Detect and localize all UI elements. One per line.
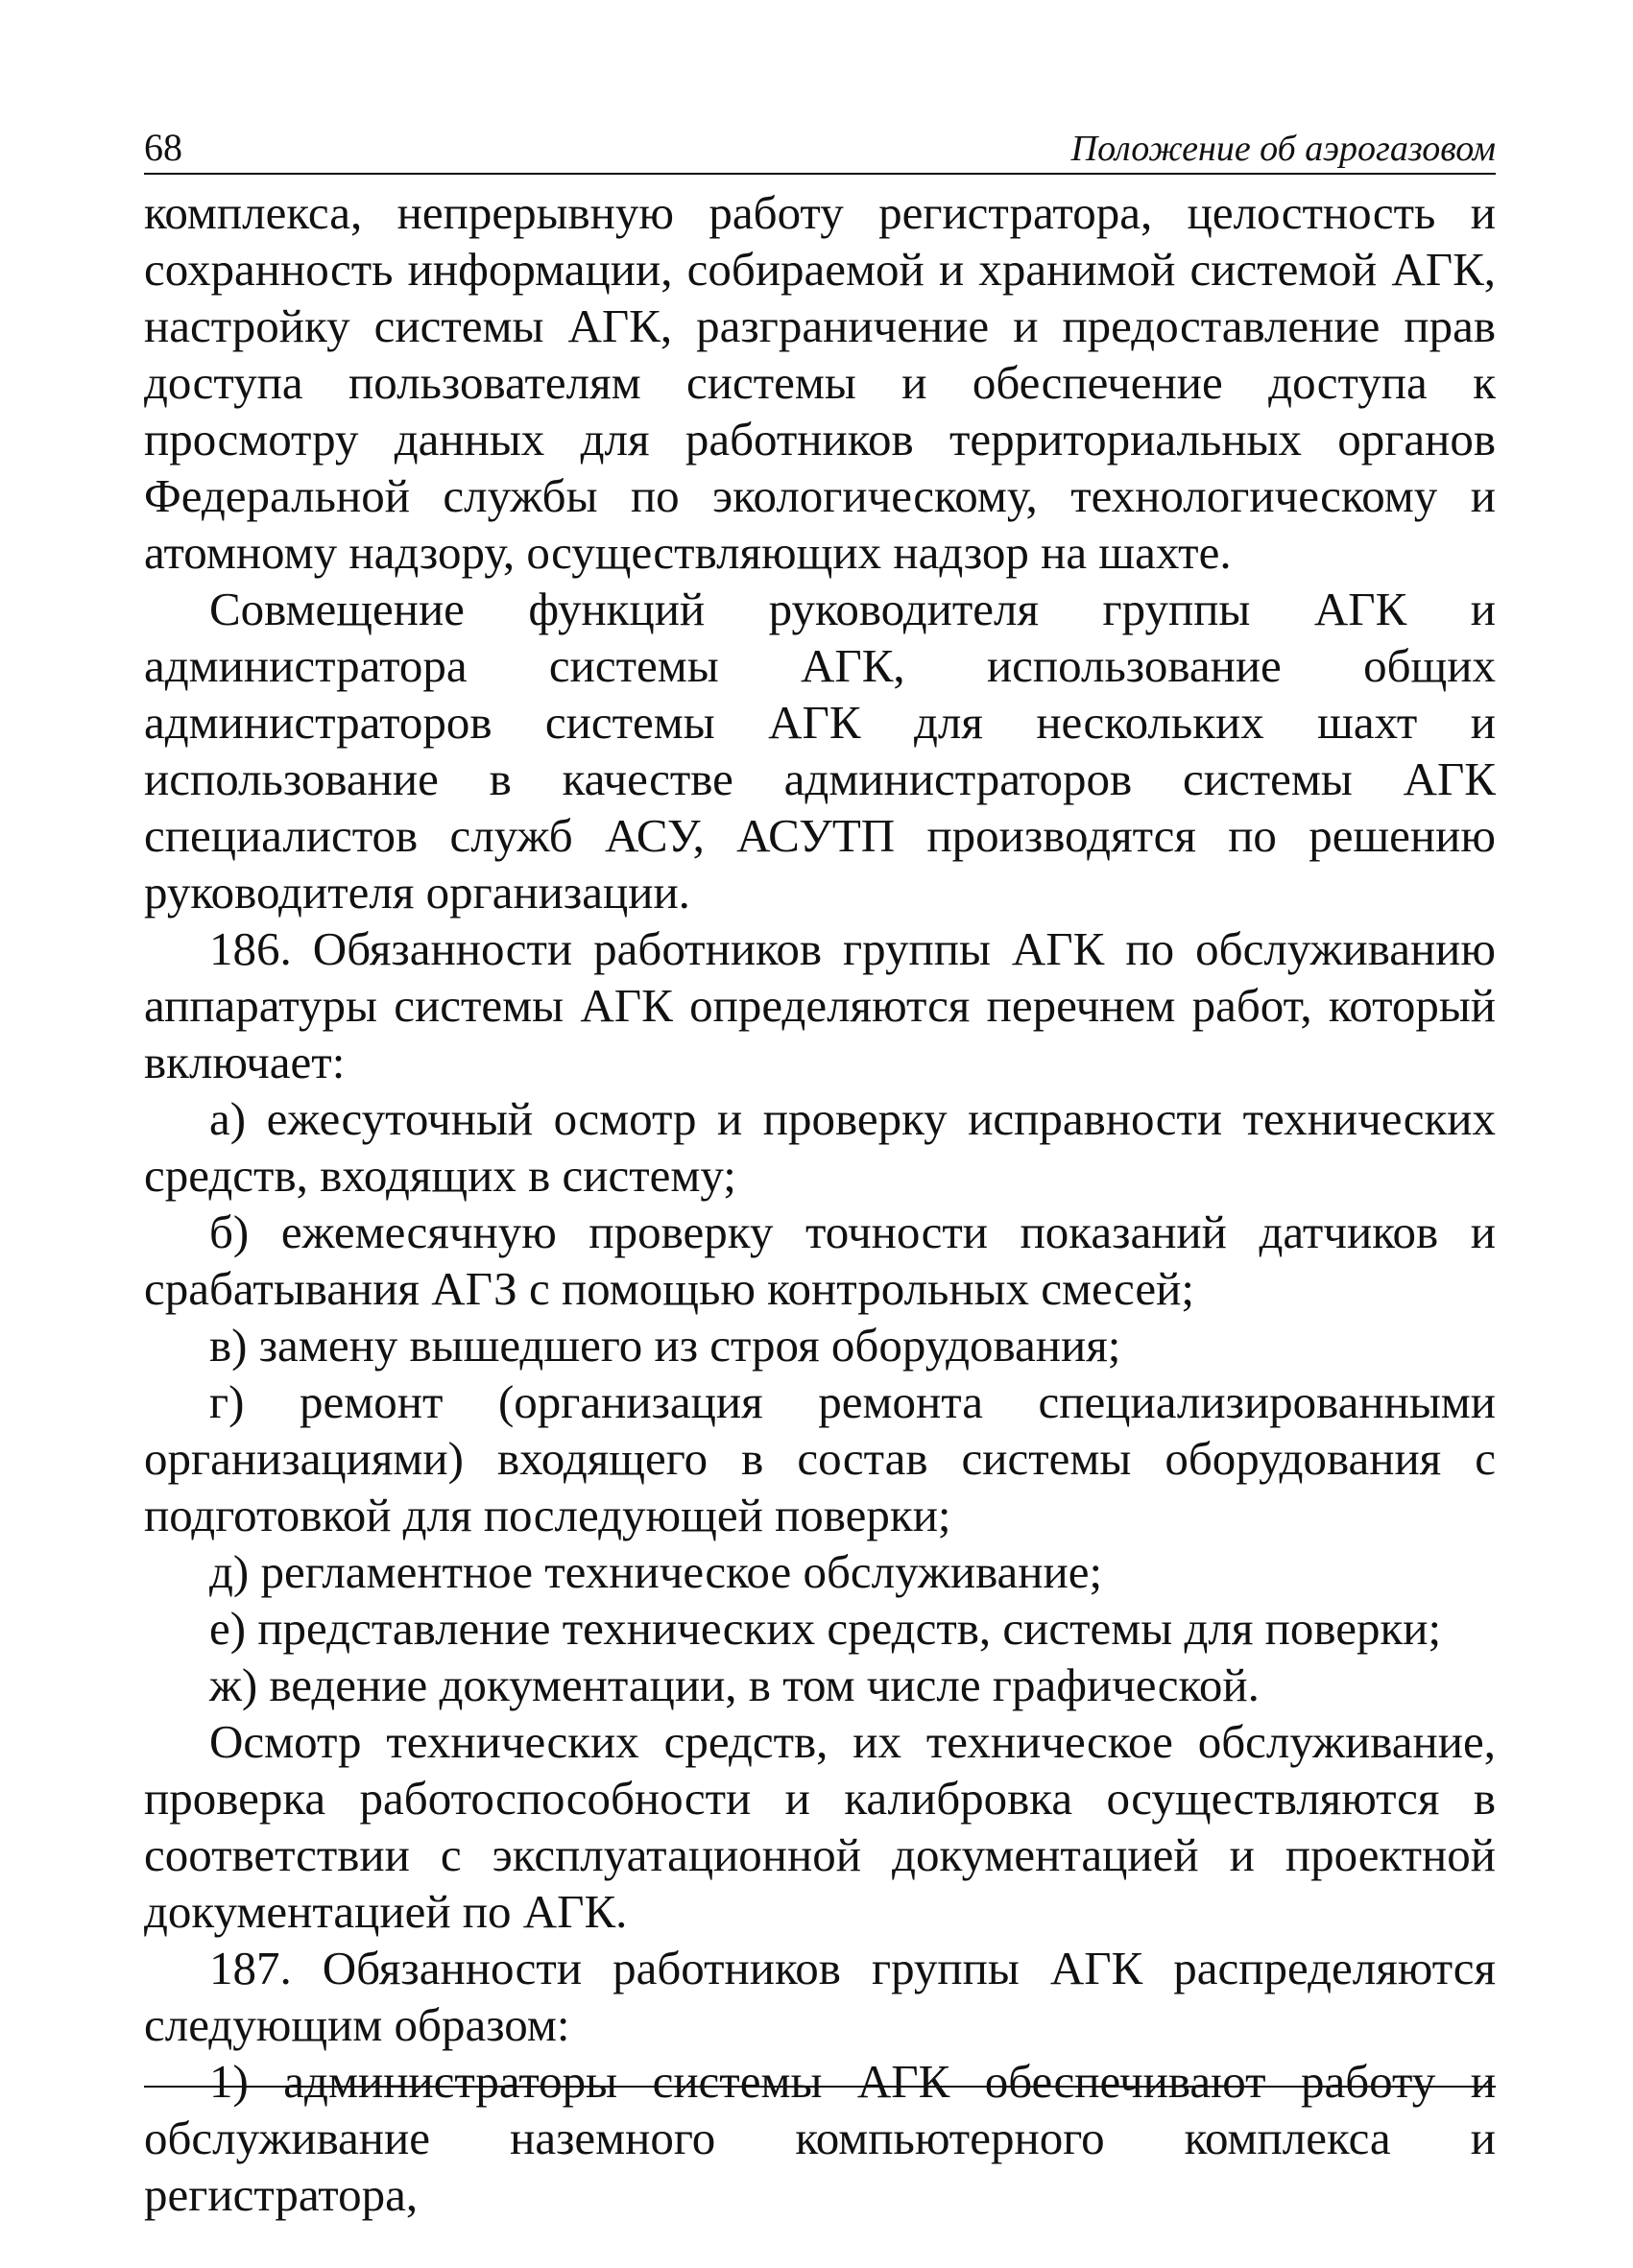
page-number: 68 xyxy=(144,126,182,169)
paragraph-continuation: комплекса, непрерывную работу регистратора, целостность и сохранность информации, собираемой и хранимой системой АГК, настройку системы АГК, разграничение и предоставление прав доступа пользователям системы и обеспечение доступа к просмотру данных для работников территориальных органов Федеральной службы по экологическому, технологическому и атомному надзору, осуществляющих надзор на шахте. xyxy=(144,186,1496,579)
paragraph-187: 187. Обязанности работников группы АГК распределяются следующим образом: xyxy=(144,1942,1496,2051)
document-page xyxy=(144,125,1496,2223)
running-title: Положение об аэрогазовом xyxy=(1070,129,1496,169)
footer-rule xyxy=(144,2086,1496,2088)
list-item-a: а) ежесуточный осмотр и проверку исправности технических средств, входящих в систему; xyxy=(144,1092,1496,1202)
paragraph-186: 186. Обязанности работников группы АГК по обслуживанию аппаратуры системы АГК определяются перечнем работ, который включает: xyxy=(144,922,1496,1088)
list-item-d: д) регламентное техническое обслуживание; xyxy=(209,1545,1103,1598)
paragraph-inspection: Осмотр технических средств, их техническое обслуживание, проверка работоспособности и калибровка осуществляются в соответствии с эксплуатационной документацией и проектной документацией по АГК. xyxy=(144,1715,1496,1938)
paragraph-combination-of-functions: Совмещение функций руководителя группы АГК и администратора системы АГК, использование общих администраторов системы АГК для нескольких шахт и использование в качестве администраторов системы АГК специалистов служб АСУ, АСУТП производятся по решению руководителя организации. xyxy=(144,583,1496,919)
list-item-1: 1) администраторы системы АГК обеспечивают работу и обслуживание наземного компьютерного комплекса и регистратора, xyxy=(144,2055,1496,2221)
body-text xyxy=(144,184,1496,2223)
list-item-zh: ж) ведение документации, в том числе графической. xyxy=(209,1659,1260,1711)
list-item-b: б) ежемесячную проверку точности показаний датчиков и срабатывания АГЗ с помощью контрольных смесей; xyxy=(144,1206,1496,1315)
list-item-v: в) замену вышедшего из строя оборудования; xyxy=(209,1319,1121,1372)
running-header xyxy=(144,125,1496,175)
list-item-g: г) ремонт (организация ремонта специализированными организациями) входящего в состав системы оборудования с подготовкой для последующей поверки; xyxy=(144,1375,1496,1541)
list-item-e: е) представление технических средств, системы для поверки; xyxy=(209,1602,1442,1655)
